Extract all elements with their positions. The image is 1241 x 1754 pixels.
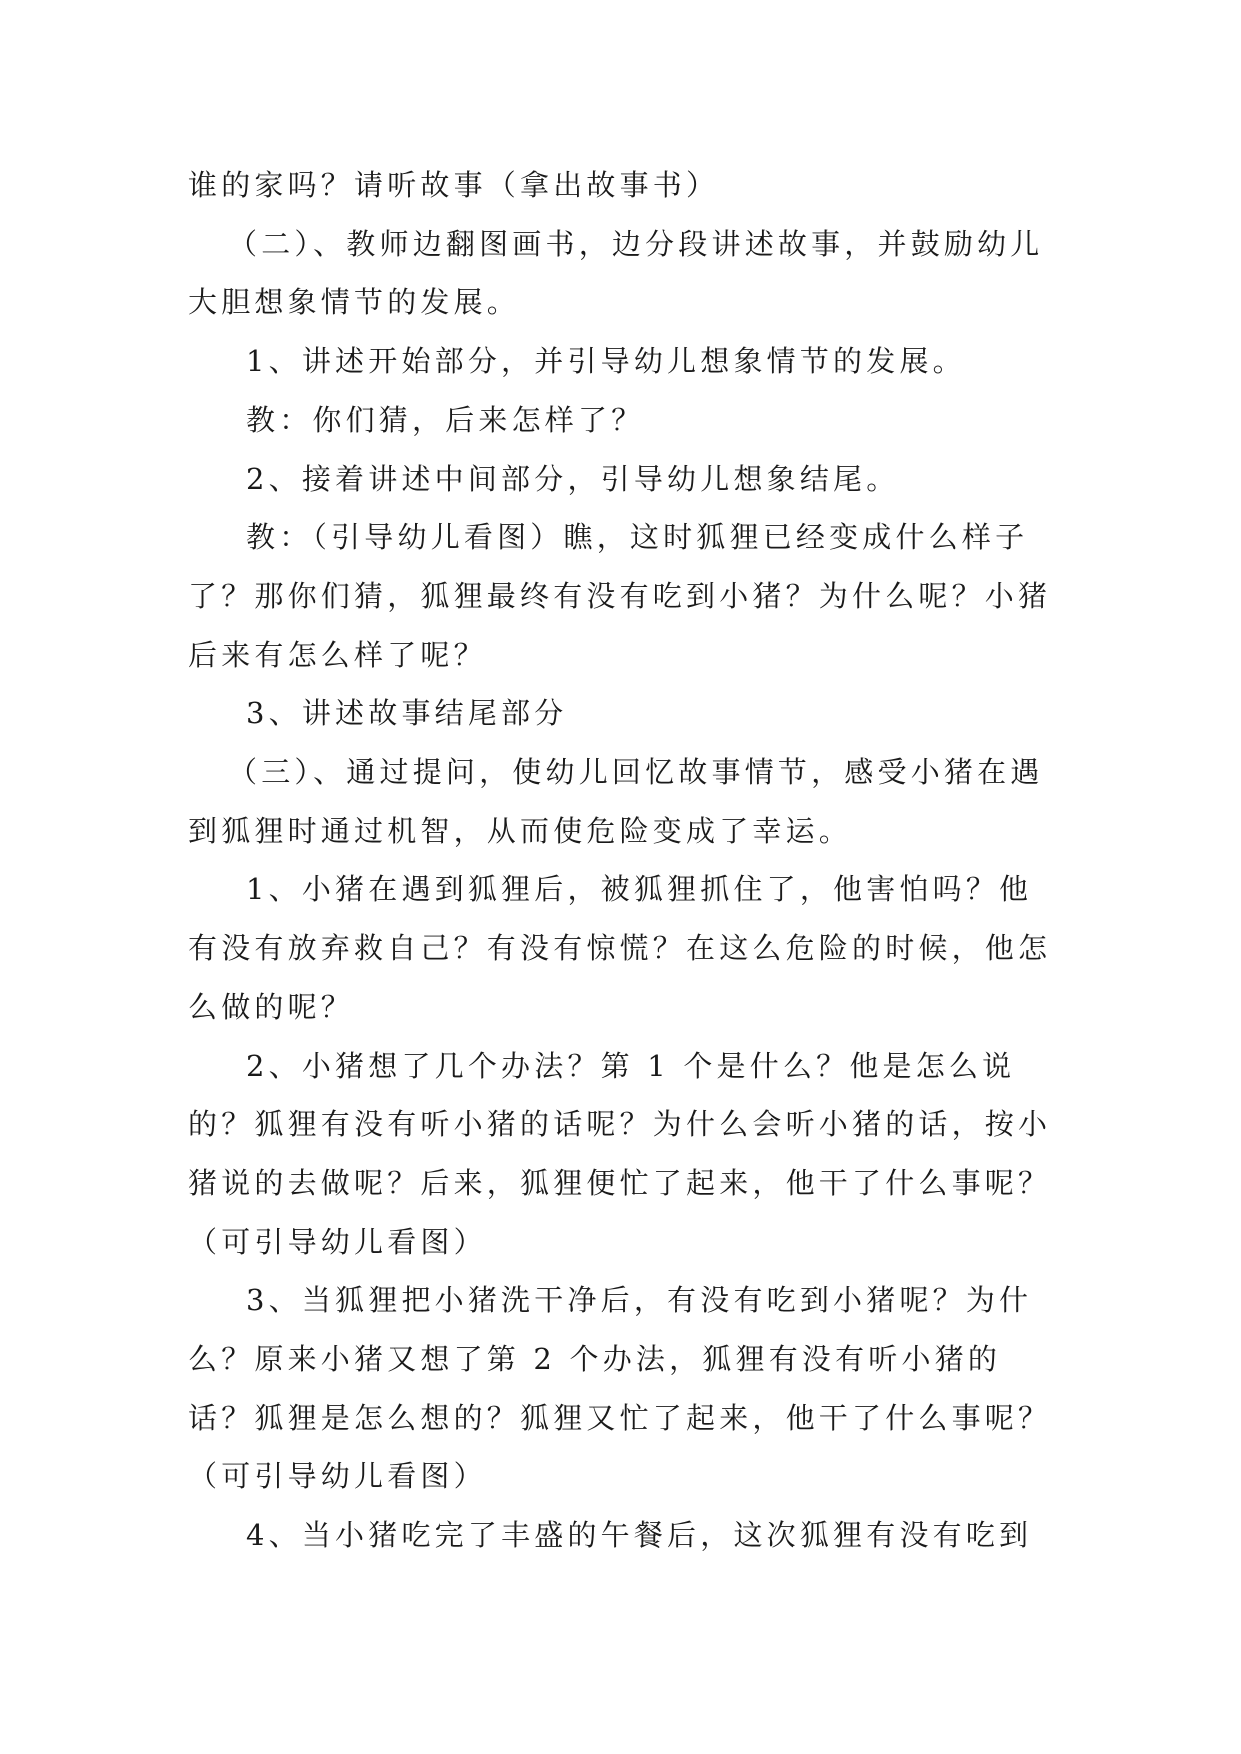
paragraph: 3、当狐狸把小猪洗干净后，有没有吃到小猪呢？为什么？原来小猪又想了第 2 个办法，狐狸有没有听小猪的话？狐狸是怎么想的？狐狸又忙了起来，他干了什么事呢？（可引导幼儿看图）: [188, 1283, 1052, 1494]
paragraph: 谁的家吗？请听故事（拿出故事书）: [188, 168, 720, 202]
paragraph: 1、讲述开始部分，并引导幼儿想象情节的发展。: [246, 344, 966, 379]
paragraph: 3、讲述故事结尾部分: [246, 696, 568, 731]
paragraph: 教：（引导幼儿看图）瞧，这时狐狸已经变成什么样子了？那你们猜，狐狸最终有没有吃到小猪？为什么呢？小猪后来有怎么样了呢？: [188, 520, 1052, 672]
paragraph: 4、当小猪吃完了丰盛的午餐后，这次狐狸有没有吃到: [246, 1518, 1033, 1553]
paragraph: 2、接着讲述中间部分，引导幼儿想象结尾。: [246, 461, 900, 496]
document-body: [188, 156, 1058, 1565]
paragraph: （三）、通过提问，使幼儿回忆故事情节，感受小猪在遇到狐狸时通过机智，从而使危险变成了幸运。: [188, 755, 1044, 848]
paragraph: （二）、教师边翻图画书，边分段讲述故事，并鼓励幼儿大胆想象情节的发展。: [188, 226, 1044, 320]
paragraph: 2、小猪想了几个办法？第 1 个是什么？他是怎么说的？狐狸有没有听小猪的话呢？为什么会听小猪的话，按小猪说的去做呢？后来，狐狸便忙了起来，他干了什么事呢？（可引导幼儿看图）: [188, 1048, 1052, 1259]
paragraph: 1、小猪在遇到狐狸后，被狐狸抓住了，他害怕吗？他有没有放弃救自己？有没有惊慌？在这么危险的时候，他怎么做的呢？: [188, 872, 1052, 1024]
paragraph: 教：你们猜，后来怎样了？: [246, 402, 645, 437]
